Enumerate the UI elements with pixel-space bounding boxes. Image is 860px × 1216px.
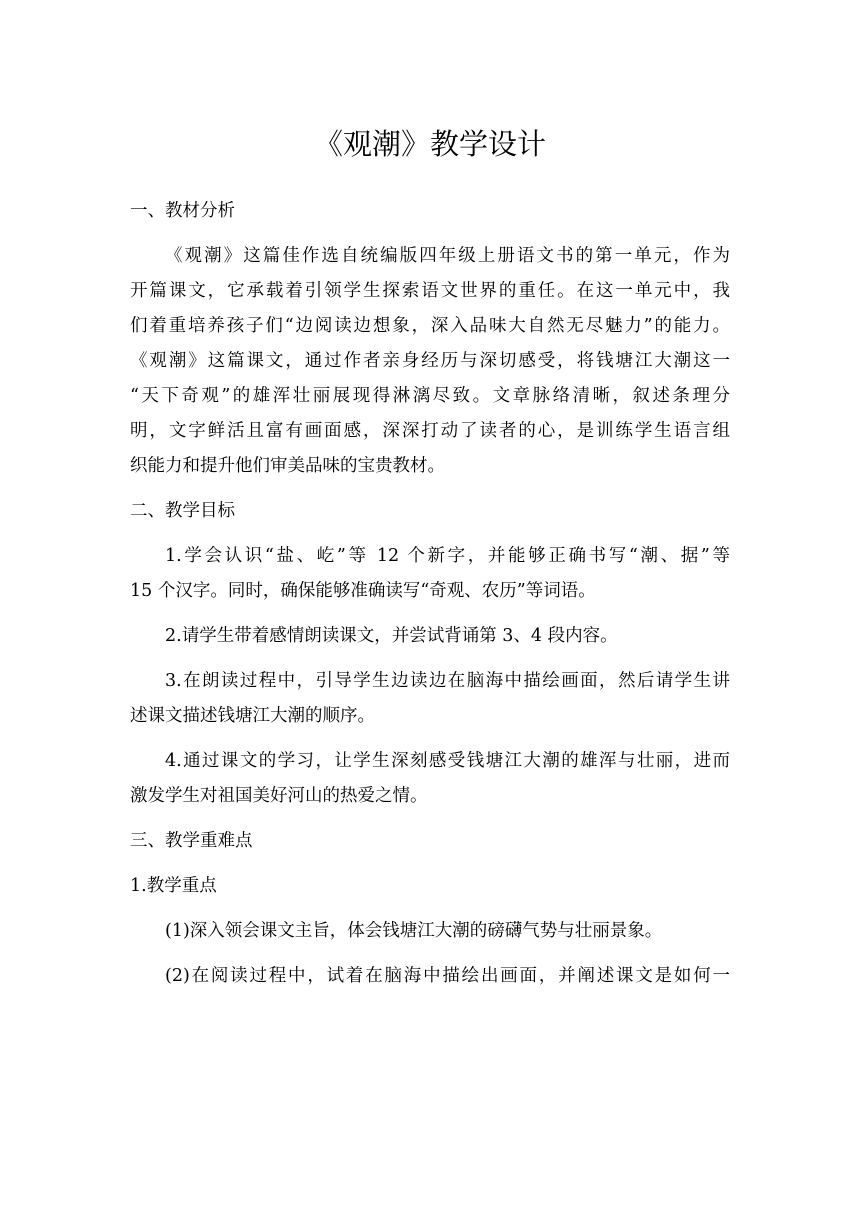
paragraph-line: 《观潮》这篇佳作选自统编版四年级上册语文书的第一单元，作为 <box>165 246 730 266</box>
goal-line: 1.学会认识“盐、屹”等 12 个新字，并能够正确书写“潮、据”等 <box>165 546 730 566</box>
goal-line: 2.请学生带着感情朗读课文，并尝试背诵第 3、4 段内容。 <box>165 626 618 646</box>
goal-line: 激发学生对祖国美好河山的热爱之情。 <box>130 786 428 806</box>
goal-line: 15 个汉字。同时，确保能够准确读写“奇观、农历”等词语。 <box>130 581 596 601</box>
goal-line: 3.在朗读过程中，引导学生边读边在脑海中描绘画面，然后请学生讲 <box>165 671 730 691</box>
document-body <box>130 194 730 1004</box>
paragraph-line: “天下奇观”的雄浑壮丽展现得淋漓尽致。文章脉络清晰，叙述条理分 <box>130 386 730 406</box>
focus-line: (2)在阅读过程中，试着在脑海中描绘出画面，并阐述课文是如何一 <box>165 966 730 986</box>
section-heading-key-difficulties: 三、教学重难点 <box>130 831 253 851</box>
document-page <box>130 0 730 1216</box>
section-heading-teaching-goals: 二、教学目标 <box>130 501 235 521</box>
paragraph-material-analysis <box>130 239 730 484</box>
sub-heading-teaching-focus: 1.教学重点 <box>130 876 217 896</box>
paragraph-line: 织能力和提升他们审美品味的宝贵教材。 <box>130 456 445 476</box>
section-heading-material-analysis: 一、教材分析 <box>130 201 235 221</box>
goal-line: 4.通过课文的学习，让学生深刻感受钱塘江大潮的雄浑与壮丽，进而 <box>165 751 730 771</box>
goal-item-3 <box>130 664 730 734</box>
focus-point-1 <box>130 914 730 949</box>
goal-item-4 <box>130 744 730 814</box>
paragraph-line: 明，文字鲜活且富有画面感，深深打动了读者的心，是训练学生语言组 <box>130 421 730 441</box>
paragraph-line: 《观潮》这篇课文，通过作者亲身经历与深切感受，将钱塘江大潮这一 <box>130 351 730 371</box>
focus-point-2 <box>130 959 730 994</box>
document-title: 《观潮》教学设计 <box>313 127 546 161</box>
goal-item-2 <box>130 619 730 654</box>
focus-line: (1)深入领会课文主旨，体会钱塘江大潮的磅礴气势与壮丽景象。 <box>165 921 663 941</box>
paragraph-line: 开篇课文，它承载着引领学生探索语文世界的重任。在这一单元中，我 <box>130 281 730 301</box>
goal-line: 述课文描述钱塘江大潮的顺序。 <box>130 706 375 726</box>
goal-item-1 <box>130 539 730 609</box>
paragraph-line: 们着重培养孩子们“边阅读边想象，深入品味大自然无尽魅力”的能力。 <box>130 316 730 336</box>
